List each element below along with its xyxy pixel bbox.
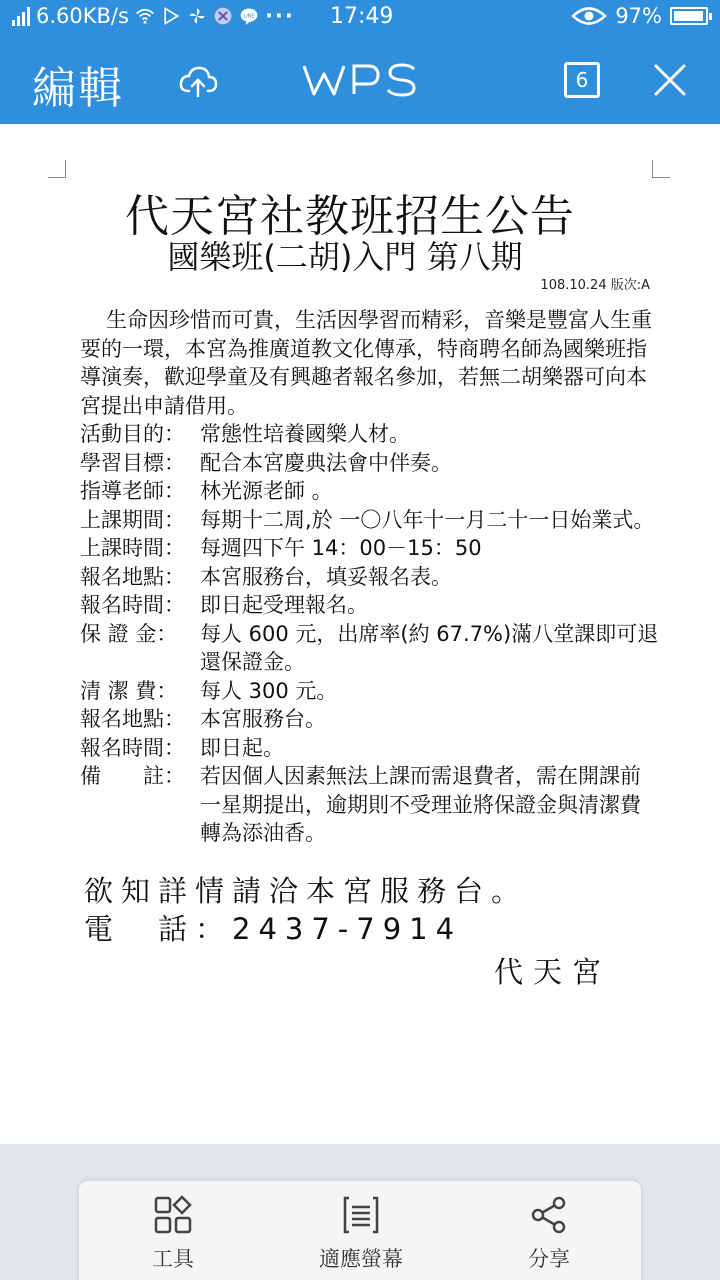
page-corner-mark <box>652 160 670 178</box>
info-label: 上課時間： <box>80 536 185 560</box>
tools-label: 工具 <box>152 1247 194 1271</box>
battery-percent: 97% <box>615 4 662 28</box>
close-icon[interactable] <box>650 60 690 100</box>
info-label: 報名時間： <box>80 593 185 617</box>
fit-screen-icon <box>341 1195 381 1235</box>
app-notification-icon <box>213 6 233 26</box>
app-bar <box>0 44 720 124</box>
eye-comfort-icon <box>571 5 607 27</box>
info-value: 每週四下午 14：00－15：50 <box>200 536 482 560</box>
info-label: 報名地點： <box>80 564 185 589</box>
info-value: 常態性培養國樂人材。 <box>200 422 410 446</box>
line-app-icon <box>239 6 259 26</box>
info-label: 活動目的： <box>80 422 185 446</box>
more-notifications-icon: ··· <box>264 4 295 28</box>
page-corner-mark <box>48 160 66 178</box>
info-row <box>80 449 660 478</box>
tools-button[interactable] <box>103 1195 243 1273</box>
info-label: 學習目標： <box>80 450 185 475</box>
info-label: 保 證 金： <box>80 621 178 646</box>
info-value: 林光源老師 。 <box>200 479 333 503</box>
contact-block <box>84 872 528 948</box>
intro-paragraph: 生命因珍惜而可貴，生活因學習而精彩，音樂是豐富人生重要的一環，本宮為推廣道教文化傳承，特商聘名師為國樂班指導演奏，歡迎學童及有興趣者報名參加，若無二胡樂器可向本宮提出申請借用。 <box>80 308 652 418</box>
battery-level <box>674 11 703 21</box>
info-label: 備 註： <box>80 764 185 788</box>
wifi-icon <box>135 6 155 26</box>
tabs-count-button[interactable]: 6 <box>564 62 600 98</box>
share-label: 分享 <box>528 1247 570 1271</box>
info-row <box>80 420 660 449</box>
info-row <box>80 534 660 563</box>
wps-logo <box>302 60 420 100</box>
bottom-area <box>0 1144 720 1280</box>
info-row <box>80 762 660 848</box>
pinwheel-icon <box>187 6 207 26</box>
cloud-upload-icon[interactable] <box>176 60 220 104</box>
document-title: 代天宮社教班招生公告 <box>125 191 575 242</box>
info-value: 每人 600 元，出席率(約 67.7%)滿八堂課即可退還保證金。 <box>200 621 659 674</box>
document-signature: 代天宮 <box>494 955 612 989</box>
info-value: 若因個人因素無法上課而需退費者，需在開課前一星期提出，逾期則不受理並將保證金與清潔費轉為添油香。 <box>200 764 641 845</box>
play-store-icon <box>161 6 181 26</box>
signal-icon <box>12 6 30 26</box>
info-label: 清 潔 費： <box>80 678 178 703</box>
info-label: 指導老師： <box>80 479 185 503</box>
info-row <box>80 563 660 592</box>
document-page[interactable] <box>0 124 720 1144</box>
document-version: 108.10.24 版次:A <box>540 278 650 293</box>
bottom-toolbar <box>78 1180 642 1280</box>
info-row <box>80 506 660 535</box>
info-value: 每期十二周,於 一〇八年十一月二十一日始業式。 <box>200 507 655 532</box>
info-value: 每人 300 元。 <box>200 678 338 703</box>
info-label: 上課期間： <box>80 507 185 532</box>
svg-text:LINE: LINE <box>243 13 255 20</box>
status-left <box>12 4 295 28</box>
status-bar <box>0 0 720 36</box>
info-value: 即日起。 <box>200 735 284 760</box>
fit-screen-label: 適應螢幕 <box>319 1247 403 1271</box>
document-subtitle: 國樂班(二胡)入門 第八期 <box>167 238 523 276</box>
info-row <box>80 477 660 506</box>
status-right <box>571 4 708 28</box>
info-row <box>80 591 660 620</box>
contact-line: 欲知詳情請洽本宮服務台。 <box>84 874 529 908</box>
status-time: 17:49 <box>330 4 394 29</box>
fit-screen-button[interactable] <box>291 1195 431 1273</box>
tools-grid-icon <box>153 1195 193 1235</box>
share-button[interactable] <box>479 1195 619 1273</box>
edit-button[interactable]: 編輯 <box>32 63 124 114</box>
top-bar <box>0 0 720 124</box>
info-label: 報名時間： <box>80 735 185 760</box>
network-speed: 6.60KB/s <box>36 4 129 28</box>
info-row <box>80 620 660 677</box>
battery-icon <box>670 7 708 25</box>
share-icon <box>529 1195 569 1235</box>
info-row <box>80 734 660 763</box>
document-body <box>80 306 660 848</box>
info-value: 配合本宮慶典法會中伴奏。 <box>200 450 452 475</box>
info-value: 即日起受理報名。 <box>200 593 368 617</box>
info-value: 本宮服務台，填妥報名表。 <box>200 564 452 589</box>
info-value: 本宮服務台。 <box>200 707 326 731</box>
info-row <box>80 705 660 734</box>
phone-line: 電 話：2437-7914 <box>84 912 463 946</box>
info-row <box>80 677 660 706</box>
info-label: 報名地點： <box>80 707 185 731</box>
